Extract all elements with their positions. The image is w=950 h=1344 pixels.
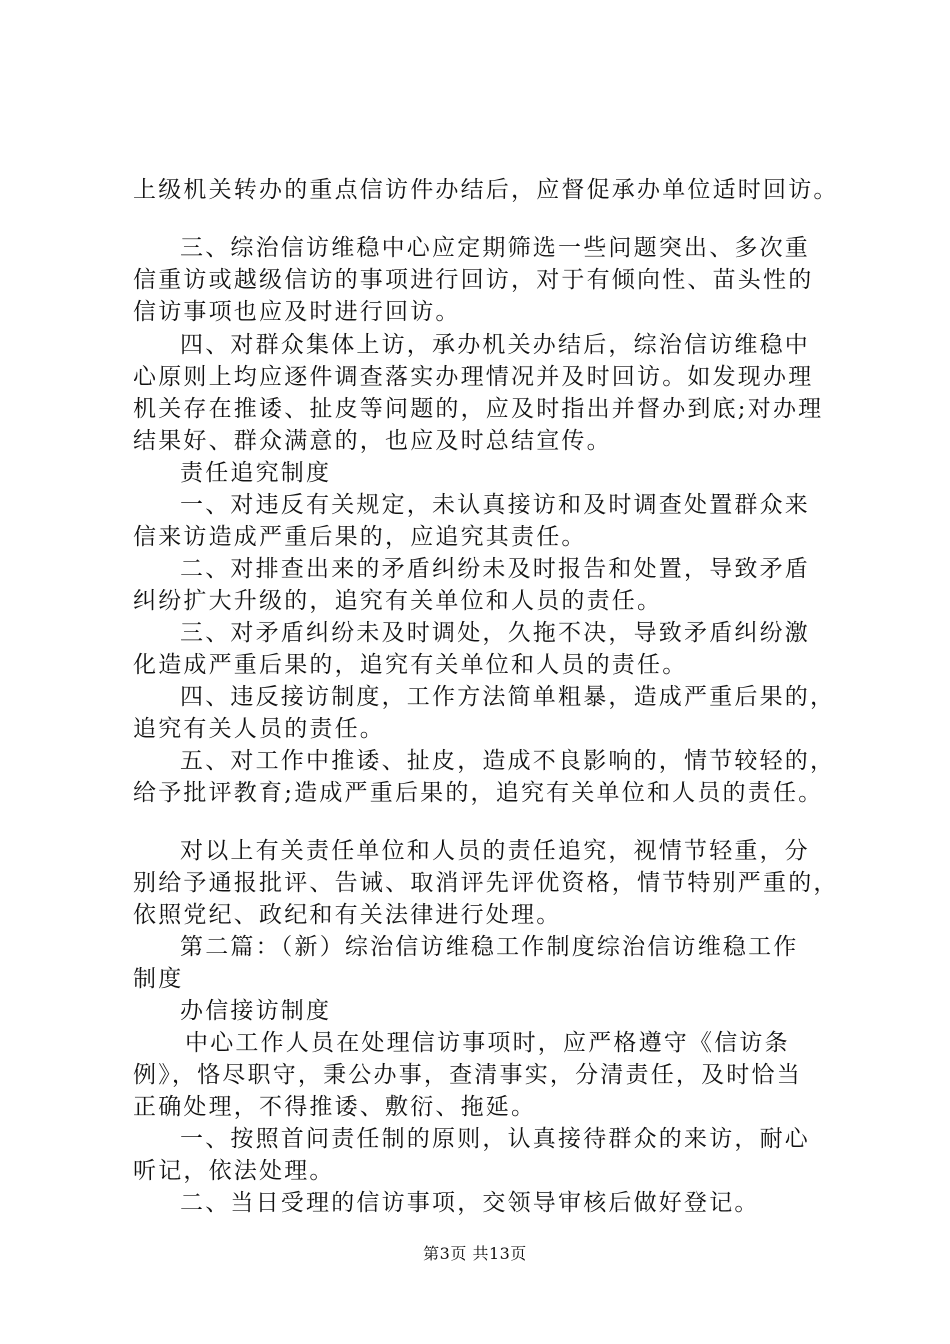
body-line-17: 追究有关人员的责任。: [133, 716, 385, 742]
body-line-10: 一、对违反有关规定，未认真接访和及时调查处置群众来: [180, 492, 810, 518]
body-line-3: 信重访或越级信访的事项进行回访，对于有倾向性、苗头性的: [133, 267, 814, 293]
body-line-4: 信访事项也应及时进行回访。: [133, 299, 461, 325]
body-line-1: 上级机关转办的重点信访件办结后，应督促承办单位适时回访。: [133, 177, 839, 203]
chapter-title-line-1: 第二篇：（新）综治信访维稳工作制度综治信访维稳工作: [180, 934, 799, 960]
body-line-21: 别给予通报批评、告诫、取消评先评优资格，情节特别严重的，: [133, 870, 839, 896]
body-line-26: 中心工作人员在处理信访事项时，应严格遵守《信访条: [185, 1030, 790, 1056]
body-line-16: 四、违反接访制度，工作方法简单粗暴，造成严重后果的，: [180, 684, 836, 710]
body-line-7: 机关存在推诿、扯皮等问题的，应及时指出并督办到底;对办理: [133, 396, 824, 422]
body-line-18: 五、对工作中推诿、扯皮，造成不良影响的，情节较轻的，: [180, 748, 836, 774]
body-line-15: 化造成严重后果的，追究有关单位和人员的责任。: [133, 652, 688, 678]
body-line-22: 依照党纪、政纪和有关法律进行处理。: [133, 902, 562, 928]
body-line-20: 对以上有关责任单位和人员的责任追究，视情节轻重，分: [180, 838, 810, 864]
section-heading-petition: 办信接访制度: [180, 998, 332, 1024]
body-line-19: 给予批评教育;造成严重后果的，追究有关单位和人员的责任。: [133, 780, 824, 806]
body-line-2: 三、综治信访维稳中心应定期筛选一些问题突出、多次重: [180, 235, 810, 261]
body-line-30: 听记，依法处理。: [133, 1158, 335, 1184]
body-line-13: 纠纷扩大升级的，追究有关单位和人员的责任。: [133, 588, 663, 614]
body-line-28: 正确处理，不得推诿、敷衍、拖延。: [133, 1094, 537, 1120]
body-line-12: 二、对排查出来的矛盾纠纷未及时报告和处置，导致矛盾: [180, 556, 810, 582]
body-line-14: 三、对矛盾纠纷未及时调处，久拖不决，导致矛盾纠纷激: [180, 620, 810, 646]
body-line-6: 心原则上均应逐件调查落实办理情况并及时回访。如发现办理: [133, 364, 814, 390]
body-line-8: 结果好、群众满意的，也应及时总结宣传。: [133, 428, 612, 454]
body-line-11: 信来访造成严重后果的，应追究其责任。: [133, 524, 587, 550]
body-line-29: 一、按照首问责任制的原则，认真接待群众的来访，耐心: [180, 1126, 810, 1152]
section-heading-accountability: 责任追究制度: [180, 460, 332, 486]
body-line-31: 二、当日受理的信访事项，交领导审核后做好登记。: [180, 1190, 760, 1216]
chapter-title-line-2: 制度: [133, 966, 184, 992]
page-number-footer: 第3页 共13页: [423, 1244, 527, 1263]
body-line-5: 四、对群众集体上访，承办机关办结后，综治信访维稳中: [180, 332, 810, 358]
body-line-27: 例》，恪尽职守，秉公办事，查清事实，分清责任，及时恰当: [133, 1062, 802, 1088]
